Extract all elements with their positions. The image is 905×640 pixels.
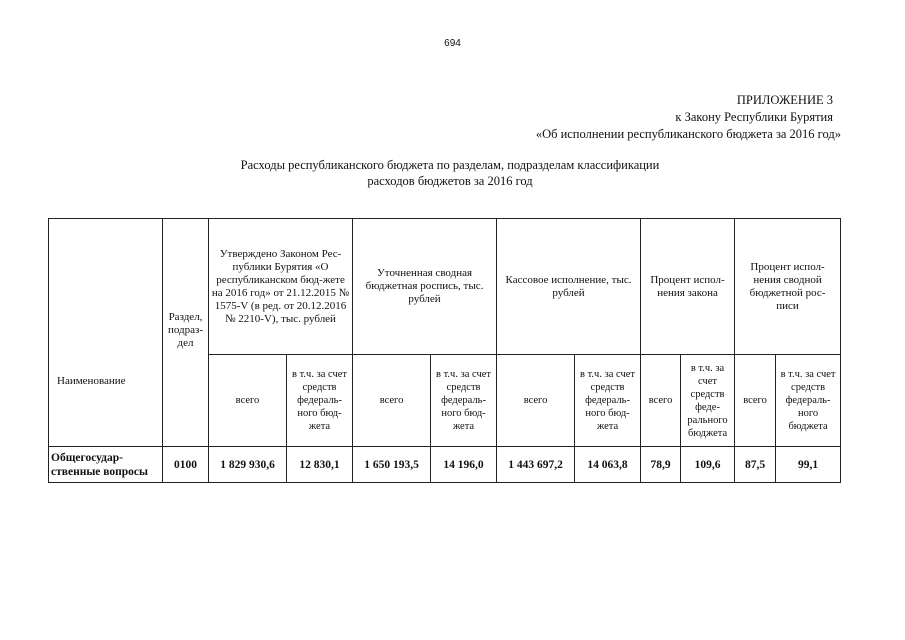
- subheader-pct-schedule-total: всего: [735, 355, 776, 447]
- subheader-approved-total: всего: [209, 355, 287, 447]
- header-refined: Уточненная сводная бюджетная роспись, тыс. рублей: [353, 219, 497, 355]
- table-row: [49, 447, 841, 483]
- header-cash: Кассовое исполнение, тыс. рублей: [497, 219, 641, 355]
- appendix-title: ПРИЛОЖЕНИЕ 3: [736, 93, 833, 107]
- subheader-refined-federal: в т.ч. за счет средств федераль-ного бюд-жета: [431, 355, 497, 447]
- subheader-cash-federal: в т.ч. за счет средств федераль-ного бюд-жета: [575, 355, 641, 447]
- document-title-line1: Расходы республиканского бюджета по разделам, подразделам классификации: [240, 158, 660, 172]
- document-title: [200, 157, 700, 189]
- header-pct-schedule: Процент испол-нения сводной бюджетной рос-писи: [735, 219, 841, 355]
- row-cash-federal: 14 063,8: [575, 447, 641, 483]
- row-pct-law-total: 78,9: [641, 447, 681, 483]
- table-header-row: [49, 219, 841, 355]
- subheader-cash-total: всего: [497, 355, 575, 447]
- row-name: Общегосудар-ственные вопросы: [49, 447, 163, 483]
- subheader-pct-law-total: всего: [641, 355, 681, 447]
- row-approved-federal: 12 830,1: [287, 447, 353, 483]
- appendix-law-name: «Об исполнении республиканского бюджета за 2016 год»: [535, 127, 841, 141]
- subheader-refined-total: всего: [353, 355, 431, 447]
- subheader-approved-federal: в т.ч. за счет средств федераль-ного бюд-жета: [287, 355, 353, 447]
- row-code: 0100: [163, 447, 209, 483]
- row-refined-total: 1 650 193,5: [353, 447, 431, 483]
- appendix-block: [536, 92, 841, 143]
- row-refined-federal: 14 196,0: [431, 447, 497, 483]
- row-approved-total: 1 829 930,6: [209, 447, 287, 483]
- row-pct-law-federal: 109,6: [681, 447, 735, 483]
- subheader-pct-law-federal: в т.ч. за счет средств феде-рального бюджета: [681, 355, 735, 447]
- appendix-law: к Закону Республики Бурятия: [675, 110, 833, 124]
- subheader-pct-schedule-federal: в т.ч. за счет средств федераль-ного бюджета: [776, 355, 841, 447]
- row-pct-schedule-federal: 99,1: [776, 447, 841, 483]
- row-pct-schedule-total: 87,5: [735, 447, 776, 483]
- header-approved: Утверждено Законом Рес-публики Бурятия «О республиканском бюд-жете на 2016 год» от 21.12.2015 № 1575-V (в ред. от 20.12.2016 № 2210-V), тыс. рублей: [209, 219, 353, 355]
- row-cash-total: 1 443 697,2: [497, 447, 575, 483]
- budget-table: [48, 218, 841, 483]
- header-section: Раздел, подраз-дел: [163, 219, 209, 447]
- header-name: Наименование: [49, 219, 163, 447]
- page-number: 694: [444, 38, 461, 49]
- document-title-line2: расходов бюджетов за 2016 год: [367, 174, 533, 188]
- header-pct-law: Процент испол-нения закона: [641, 219, 735, 355]
